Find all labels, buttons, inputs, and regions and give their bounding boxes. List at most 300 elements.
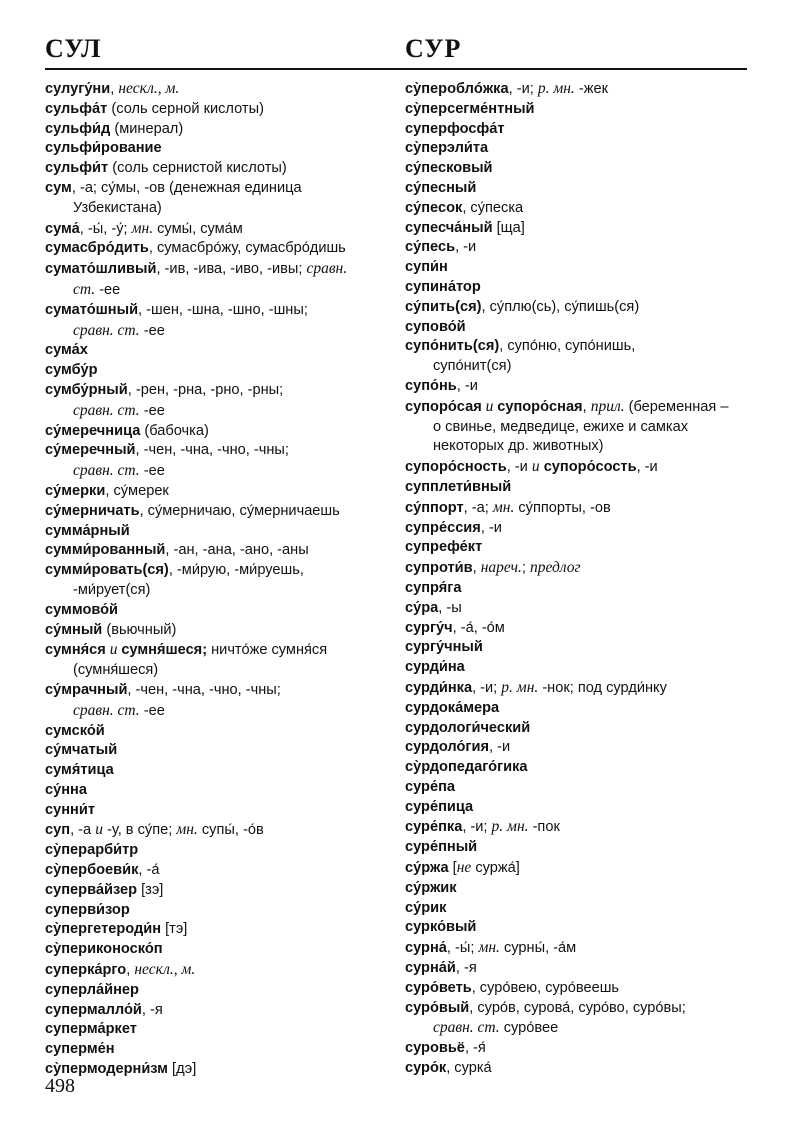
headword: су́нна [45,781,87,798]
entry-text: [дэ] [167,1061,197,1078]
entry-text: су́ппорты, -ов [514,499,611,516]
entry-text: , -я [141,1001,163,1018]
entry-text: супо́нит(ся) [433,358,512,375]
headword: супря́га [405,579,462,596]
entry-line [45,482,390,502]
dictionary-entry [45,361,390,381]
headword: суре́пица [405,798,474,815]
dictionary-entry [45,940,390,960]
entry-line [405,619,750,639]
grammar-note: ст. [73,280,96,298]
headword: сумбу́р [45,362,98,379]
headword: су̀пермодерни́зм [45,1061,168,1078]
headword: су́ппорт [405,499,464,516]
entry-text: , -и [456,377,478,394]
entry-text: , -а́, -о́м [452,619,505,636]
dictionary-entry [405,678,750,699]
entry-text: , -и; [472,679,502,696]
page-number: 498 [45,1075,75,1097]
headword: сурдологи́ческий [405,719,531,736]
headword: сургу́чный [405,639,483,656]
entry-line [45,901,390,921]
entry-line [45,522,390,542]
headword: су̀персегме́нтный [405,100,535,117]
entry-line [405,999,750,1019]
headword: супоро́сость [543,459,637,476]
dictionary-entry [405,638,750,658]
headword: су́ржик [405,879,457,896]
entry-line [405,638,750,658]
headword: сульфа́т [45,100,108,117]
left-column [45,79,390,1080]
dictionary-entry [45,601,390,621]
headword: сурна́й [405,960,456,977]
dictionary-entry [405,199,750,219]
headword: супово́й [405,318,466,335]
headword: су́песковый [405,160,493,177]
grammar-note: мн. [176,821,198,839]
entry-line [45,1020,390,1040]
headword: сульфи́д [45,120,111,137]
dictionary-entry [405,298,750,318]
entry-line [405,377,750,397]
dictionary-entry [405,258,750,278]
grammar-note: р. мн. [491,818,529,836]
headword: су́пить(ся) [405,298,482,315]
dictionary-entry [45,640,390,681]
entry-line [45,301,390,321]
entry-line [405,858,750,879]
entry-line [405,337,750,357]
entry-text: , су́мерничаю, су́мерничаешь [139,502,340,519]
entry-text: (беременная – [624,398,729,415]
entry-text: суро́вее [499,1020,559,1037]
dictionary-entry [405,979,750,999]
grammar-note: нескл., м. [118,80,180,97]
entry-text: , -и [636,459,658,476]
entry-text: , су́песка [462,199,524,216]
entry-text: , -и [480,519,502,536]
dictionary-entry [45,259,390,301]
entry-text: , -а [70,822,96,839]
entry-text: -у, в су́пе; [102,822,177,839]
entry-continuation-line [45,199,390,219]
entry-text: , -чен, -чна, -чно, -чны; [127,681,281,698]
entry-text: -пок [528,819,560,836]
entry-line [405,457,750,478]
entry-line [45,640,390,661]
dictionary-entry [405,817,750,838]
dictionary-entry [405,719,750,739]
entry-text: , су́мерек [105,482,169,499]
entry-text: , сурка́ [446,1060,492,1077]
entry-text: , суро́вею, суро́веешь [471,979,620,996]
entry-line [45,981,390,1001]
dictionary-entry [45,100,390,120]
entry-continuation-line [45,280,390,301]
running-header-left: СУЛ [45,34,102,63]
entry-line [405,558,750,579]
entry-line [405,179,750,199]
entry-line [45,920,390,940]
entry-line [45,1060,390,1080]
headword: суп [45,822,71,839]
dictionary-entry [45,981,390,1001]
entry-continuation-line [45,701,390,722]
dictionary-entry [405,899,750,919]
dictionary-entry [45,239,390,259]
entry-line [45,120,390,140]
entry-text: [ [448,860,457,877]
entry-text: , [472,560,481,577]
entry-line [405,199,750,219]
headword: супесча́ный [405,219,493,236]
headword: суперла́йнер [45,981,139,998]
dictionary-entry [405,738,750,758]
grammar-note: нескл., м. [134,961,196,979]
entry-text: -жек [574,81,608,97]
entry-line [45,159,390,179]
entry-text: , [110,81,119,97]
grammar-note: сравн. ст. [73,462,140,480]
entry-text: (минерал) [110,120,184,137]
headword: су́меречница [45,422,141,439]
dictionary-entry [45,482,390,502]
grammar-note: р. мн. [501,678,539,696]
entry-line [405,699,750,719]
dictionary-entry [405,278,750,298]
headword: сум [45,179,72,196]
entry-text: (бабочка) [140,422,209,439]
entry-line [405,100,750,120]
entry-text: -ее [95,281,121,298]
dictionary-entry [45,139,390,159]
entry-line [45,761,390,781]
entry-text: суржа́] [471,860,520,877]
entry-text: -ее [139,402,165,419]
dictionary-entry [405,918,750,938]
entry-line [45,781,390,801]
entry-continuation-line [45,401,390,422]
entry-line [405,838,750,858]
dictionary-entry [45,820,390,841]
dictionary-entry [405,599,750,619]
entry-line [405,719,750,739]
headword: суперви́зор [45,901,130,918]
dictionary-entry [45,781,390,801]
headword: су́песный [405,179,477,196]
entry-line [405,1059,750,1079]
headword: сумня́ся [45,642,106,659]
entry-line [45,960,390,981]
entry-line [405,478,750,498]
entry-line [45,79,390,100]
grammar-note: сравн. ст. [73,401,140,419]
entry-continuation-line [45,661,390,681]
headword: суре́пный [405,839,478,856]
dictionary-entry [405,120,750,140]
entry-line [405,938,750,959]
entry-text: [ща] [492,219,525,236]
headword: су́меречный [45,442,136,459]
headword: сульфи́т [45,160,109,177]
entry-line [405,817,750,838]
headword: сурди́нка [405,679,473,696]
entry-line [405,758,750,778]
dictionary-entry [45,502,390,522]
dictionary-entry [405,337,750,377]
dictionary-entry [405,658,750,678]
entry-line [405,238,750,258]
dictionary-entry [405,397,750,457]
entry-line [45,940,390,960]
headword: су́песок [405,199,463,216]
headword: сумми́ровать(ся) [45,562,169,579]
headword: су́мерки [45,482,106,499]
entry-line [45,841,390,861]
entry-text: , -ы́; [446,940,479,957]
headword: супо́нь [405,377,457,394]
dictionary-entry [45,681,390,722]
headword: су̀рдопедаго́гика [405,759,528,776]
entry-line [45,621,390,641]
dictionary-entry [45,422,390,442]
entry-text: , -ы́, -у́; [79,220,132,237]
entry-text: сумы́, сума́м [153,220,243,237]
headword: суперме́н [45,1041,115,1058]
headword: супплети́вный [405,478,512,495]
dictionary-entry [45,561,390,601]
entry-text: (вьючный) [102,621,177,638]
entry-text: , -и; [508,81,538,97]
entry-text: (соль сернистой кислоты) [108,160,287,177]
headword: су̀перарби́тр [45,842,139,859]
dictionary-entry [405,798,750,818]
entry-line [405,879,750,899]
headword: сума́ [45,220,80,237]
entry-line [45,722,390,742]
entry-text: , -ми́рую, -ми́руешь, [168,562,304,579]
entry-line [45,259,390,280]
headword: сумбу́рный [45,381,128,398]
entry-continuation-line [45,581,390,601]
entry-continuation-line [45,461,390,482]
headword: су̀пероблóжка [405,81,509,97]
dictionary-entry [405,457,750,478]
headword: суро́к [405,1060,447,1077]
dictionary-entry [45,179,390,219]
entry-text: -ми́рует(ся) [73,581,151,598]
dictionary-entry [405,778,750,798]
entry-text: , -и; [462,819,492,836]
headword: суперма́ркет [45,1021,137,1038]
entry-line [405,1039,750,1059]
grammar-note: р. мн. [537,80,575,97]
grammar-note: не [456,859,472,877]
entry-text: , су́плю(сь), су́пишь(ся) [481,298,640,315]
entry-text: ничто́же сумня́ся [207,642,328,659]
headword: сумато́шливый [45,261,157,278]
headword: сумасбро́дить [45,240,149,257]
headword: сурна́ [405,940,447,957]
dictionary-entry [45,920,390,940]
right-column [405,79,750,1079]
headword: супре́ссия [405,519,481,536]
dictionary-entry [45,861,390,881]
entry-continuation-line [45,321,390,342]
entry-text: , супо́ню, супо́нишь, [499,338,636,355]
dictionary-entry [405,858,750,879]
grammar-note: мн. [131,219,154,237]
entry-line [405,397,750,418]
headword: су̀пергетероди́н [45,921,162,938]
grammar-note: и [481,397,498,415]
headword: сумато́шный [45,301,139,318]
dictionary-entry [405,579,750,599]
headword: су́ржа [405,860,449,877]
headword: суровьё [405,1040,465,1057]
entry-line [405,599,750,619]
entry-line [405,120,750,140]
entry-text: , -ы [438,599,462,616]
headword: су́ра [405,599,439,616]
entry-text: , -ив, -ива, -иво, -ивы; [156,261,307,278]
entry-text: , -я́ [464,1040,486,1057]
dictionary-entry [45,441,390,482]
grammar-note: сравн. [306,260,348,278]
entry-text: , сумасбро́жу, сумасбро́дишь [148,240,346,257]
dictionary-entry [405,238,750,258]
dictionary-entry [45,120,390,140]
headword: сульфи́рование [45,140,162,157]
dictionary-entry [45,341,390,361]
dictionary-entry [405,139,750,159]
headword: суперка́рго [45,962,127,979]
grammar-note: сравн. ст. [73,321,140,339]
entry-text: -ее [139,702,165,719]
dictionary-entry [405,179,750,199]
dictionary-entry [405,478,750,498]
grammar-note: предлог [529,559,581,577]
entry-line [405,899,750,919]
running-header-right: СУР [405,34,462,63]
entry-line [45,1040,390,1060]
dictionary-entry [405,1059,750,1079]
dictionary-entry [405,619,750,639]
headword: сумми́рованный [45,542,166,559]
entry-line [45,1001,390,1021]
entry-line [405,979,750,999]
dictionary-entry [405,999,750,1040]
dictionary-entry [405,219,750,239]
entry-text: , -шен, -шна, -шно, -шны; [138,301,308,318]
headword: супо́нить(ся) [405,338,500,355]
entry-line [45,561,390,581]
entry-line [45,179,390,199]
entry-line [405,778,750,798]
grammar-note: и [531,458,540,476]
entry-text: супы́, -о́в [197,822,264,839]
headword: супи́н [405,259,448,276]
entry-text: (соль серной кислоты) [107,100,264,117]
entry-line [45,422,390,442]
entry-text: некоторых др. животных) [433,438,604,455]
entry-line [45,219,390,240]
headword: супина́тор [405,278,481,295]
headword: су́мерничать [45,502,140,519]
headword: суро́вый [405,999,470,1016]
headword: сумма́рный [45,522,130,539]
entry-text: , суро́в, сурова́, суро́во, суро́вы; [469,999,686,1016]
dictionary-entry [45,621,390,641]
entry-text: , -а; [463,499,493,516]
entry-continuation-line [405,418,750,438]
entry-line [45,100,390,120]
entry-text: , -ан, -ана, -ано, -аны [165,542,309,559]
entry-line [45,820,390,841]
headword: суро́веть [405,979,472,996]
headword: су́рик [405,899,447,916]
dictionary-entry [45,841,390,861]
dictionary-entry [45,522,390,542]
headword: сумско́й [45,722,105,739]
dictionary-entry [405,519,750,539]
dictionary-entry [45,79,390,100]
dictionary-entry [45,881,390,901]
entry-line [405,798,750,818]
headword: су́песь [405,239,456,256]
headword: сулугу́ни [45,81,111,97]
entry-line [405,159,750,179]
entry-line [45,541,390,561]
headword: супрефе́кт [405,539,483,556]
entry-line [405,678,750,699]
dictionary-entry [45,1001,390,1021]
headword: сургу́ч [405,619,453,636]
headword: суммово́й [45,601,119,618]
entry-text: , [126,962,135,979]
entry-continuation-line [405,1018,750,1039]
entry-text: [зэ] [137,881,164,898]
grammar-note: прил. [590,397,625,415]
entry-line [45,861,390,881]
entry-line [45,741,390,761]
entry-text: , [582,398,591,415]
entry-line [405,79,750,100]
headword: сурко́вый [405,919,477,936]
dictionary-entry [45,381,390,422]
entry-line [405,278,750,298]
entry-text: , -и [506,459,532,476]
headword: сурдоло́гия [405,739,489,756]
grammar-note: нареч. [480,559,522,577]
entry-line [45,881,390,901]
entry-line [405,738,750,758]
dictionary-entry [45,761,390,781]
headword: сурди́на [405,659,465,676]
dictionary-entry [45,801,390,821]
entry-text: -ее [139,322,165,339]
headword: су̀перэли́та [405,140,489,157]
grammar-note: и [95,821,103,839]
headword: суре́пка [405,819,463,836]
dictionary-entry [405,938,750,959]
headword: сума́х [45,342,88,359]
headword: су̀периконоско́п [45,941,163,958]
dictionary-entry [405,538,750,558]
header-rule [45,68,747,70]
dictionary-entry [405,879,750,899]
